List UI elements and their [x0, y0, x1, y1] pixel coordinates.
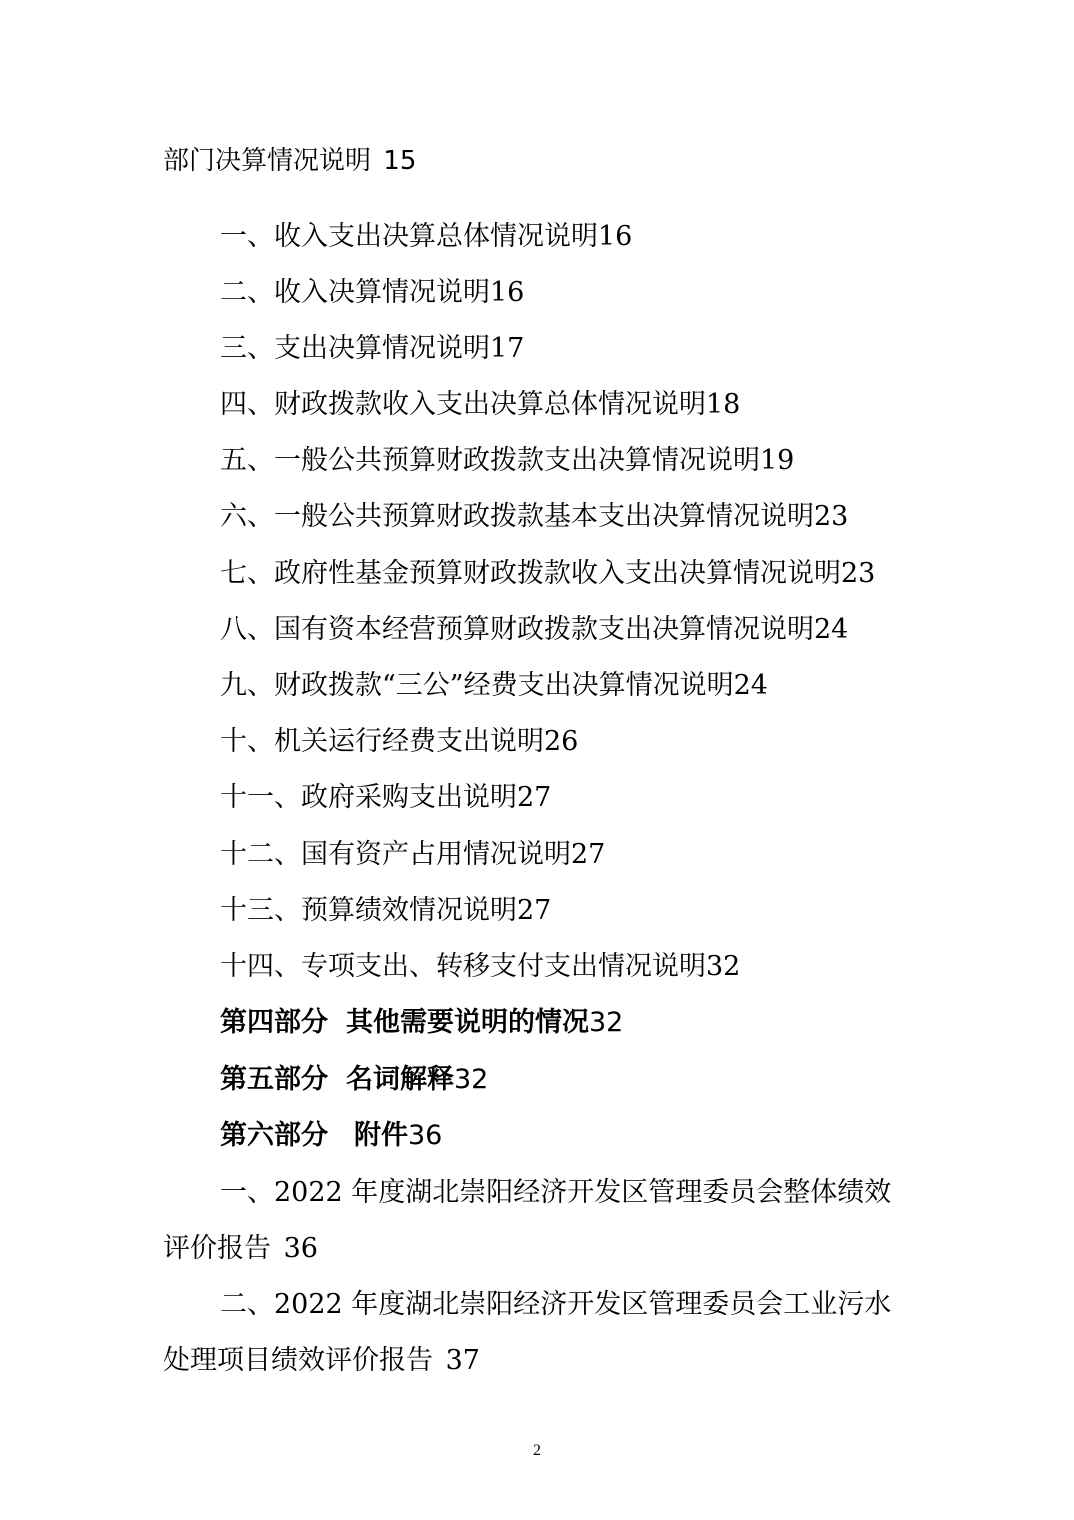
toc-entry-page: 27	[517, 895, 552, 926]
toc-entry	[220, 443, 794, 479]
page-number: 2	[533, 1442, 541, 1459]
toc-entry	[220, 893, 551, 929]
toc-entry	[220, 612, 848, 648]
toc-attachment-page: 36	[283, 1233, 318, 1264]
toc-entry-title: 七、政府性基金预算财政拨款收入支出决算情况说明	[220, 558, 841, 589]
toc-entry-title: 九、财政拨款“三公”经费支出决算情况说明	[220, 670, 734, 701]
toc-heading-title: 部门决算情况说明	[163, 146, 372, 176]
toc-entry-page: 18	[706, 389, 741, 420]
toc-entry	[220, 331, 524, 367]
toc-part-page: 36	[408, 1120, 443, 1151]
toc-entry-page: 32	[706, 951, 741, 982]
toc-entry-title: 六、一般公共预算财政拨款基本支出决算情况说明	[220, 501, 814, 532]
toc-entry-page: 16	[598, 221, 633, 252]
toc-entry	[220, 949, 740, 985]
toc-attachment-line	[220, 1175, 891, 1211]
toc-attachment-line	[163, 1343, 480, 1379]
toc-part-page: 32	[454, 1064, 489, 1095]
toc-entry	[220, 499, 848, 535]
toc-part	[220, 1118, 442, 1154]
toc-entry-page: 24	[814, 614, 849, 645]
toc-attachment-line	[220, 1287, 891, 1323]
toc-part-page: 32	[589, 1007, 624, 1038]
toc-attachment-title: 评价报告	[163, 1233, 271, 1264]
toc-entry	[220, 724, 578, 760]
toc-entry-title: 十一、政府采购支出说明	[220, 782, 517, 813]
toc-heading	[163, 143, 416, 179]
toc-attachment-page: 37	[445, 1345, 480, 1376]
toc-entry-title: 五、一般公共预算财政拨款支出决算情况说明	[220, 445, 760, 476]
toc-entry-page: 19	[760, 445, 795, 476]
toc-entry	[220, 387, 740, 423]
toc-part-title: 附件	[354, 1120, 408, 1151]
toc-part-title: 名词解释	[346, 1064, 454, 1095]
toc-part	[220, 1062, 488, 1098]
toc-part-label: 第六部分	[220, 1120, 328, 1151]
toc-entry	[220, 837, 605, 873]
toc-entry-page: 17	[490, 333, 525, 364]
toc-entry-page: 27	[517, 782, 552, 813]
toc-entry-title: 十、机关运行经费支出说明	[220, 726, 544, 757]
toc-entry	[220, 275, 524, 311]
toc-entry	[220, 219, 632, 255]
toc-part-label: 第四部分	[220, 1007, 328, 1038]
toc-entry-title: 二、收入决算情况说明	[220, 277, 490, 308]
toc-entry-title: 四、财政拨款收入支出决算总体情况说明	[220, 389, 706, 420]
toc-entry	[220, 668, 768, 704]
toc-entry	[220, 780, 551, 816]
toc-part-title: 其他需要说明的情况	[346, 1007, 589, 1038]
toc-entry-page: 26	[544, 726, 579, 757]
toc-entry-page: 27	[571, 839, 606, 870]
toc-entry-title: 十四、专项支出、转移支付支出情况说明	[220, 951, 706, 982]
toc-entry-title: 三、支出决算情况说明	[220, 333, 490, 364]
toc-entry-title: 八、国有资本经营预算财政拨款支出决算情况说明	[220, 614, 814, 645]
toc-entry-title: 十三、预算绩效情况说明	[220, 895, 517, 926]
toc-part-label: 第五部分	[220, 1064, 328, 1095]
toc-entry-title: 十二、国有资产占用情况说明	[220, 839, 571, 870]
toc-entry-page: 23	[841, 558, 876, 589]
toc-entry-page: 23	[814, 501, 849, 532]
toc-part	[220, 1005, 623, 1041]
toc-entry-page: 16	[490, 277, 525, 308]
toc-attachment-title: 处理项目绩效评价报告	[163, 1345, 433, 1376]
toc-attachment-title: 一、2022 年度湖北崇阳经济开发区管理委员会整体绩效	[220, 1177, 892, 1208]
toc-attachment-line	[163, 1231, 318, 1267]
toc-entry	[220, 556, 875, 592]
toc-attachment-title: 二、2022 年度湖北崇阳经济开发区管理委员会工业污水	[220, 1289, 892, 1320]
toc-entry-title: 一、收入支出决算总体情况说明	[220, 221, 598, 252]
toc-entry-page: 24	[733, 670, 768, 701]
toc-heading-page: 15	[383, 146, 417, 176]
